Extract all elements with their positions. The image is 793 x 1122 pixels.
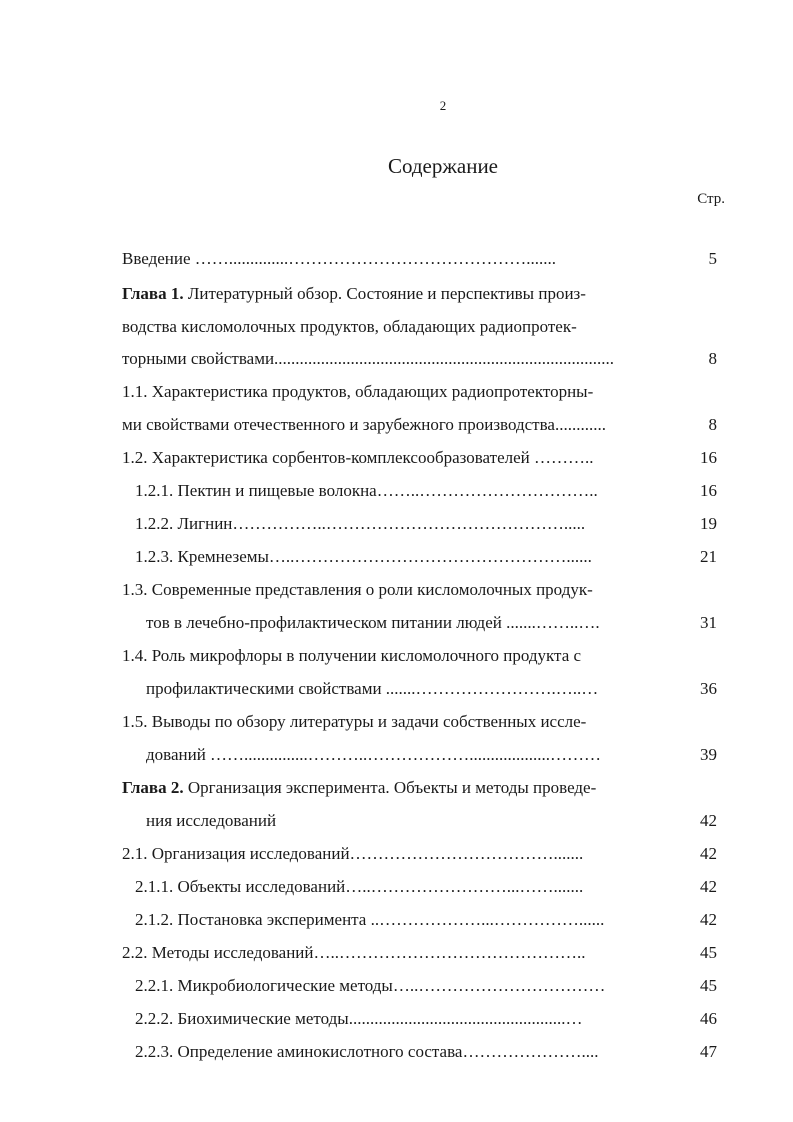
toc-entry-continuation: тов в лечебно-профилактическом питании людей .......……..…. xyxy=(146,613,600,632)
toc-page-number: 42 xyxy=(700,844,717,863)
toc-page-number: 36 xyxy=(700,679,717,698)
toc-entry-2-2-2: 2.2.2. Биохимические методы...................................................… xyxy=(135,1009,583,1028)
toc-page-number: 42 xyxy=(700,877,717,896)
toc-entry-introduction: Введение ……..............……………………………………....... xyxy=(122,249,557,268)
toc-entry-text: Организация эксперимента. Объекты и методы проведе- xyxy=(183,778,597,797)
chapter-label: Глава 2. xyxy=(122,778,184,797)
toc-entry-1-3: 1.3. Современные представления о роли кисломолочных продук- xyxy=(122,580,593,599)
toc-page-number: 5 xyxy=(708,249,717,268)
page-column-label: Стр. xyxy=(697,191,725,207)
toc-entry-1-2: 1.2. Характеристика сорбентов-комплексообразователей ……….. xyxy=(122,448,594,467)
toc-page-number: 16 xyxy=(700,481,717,500)
toc-entry-continuation: дований ……...............………..………………...................……… xyxy=(146,745,602,764)
toc-page-number: 42 xyxy=(700,811,717,830)
toc-entry-text: Литературный обзор. Состояние и перспективы произ- xyxy=(183,284,586,303)
toc-page-number: 46 xyxy=(700,1009,717,1028)
toc-page-number: 42 xyxy=(700,910,717,929)
toc-entry-chapter-2 xyxy=(122,778,596,798)
page-title: Содержание xyxy=(387,154,499,178)
toc-page-number: 19 xyxy=(700,514,717,533)
toc-page-number: 21 xyxy=(700,547,717,566)
toc-entry-continuation: ния исследований xyxy=(146,811,277,830)
toc-page-number: 45 xyxy=(700,943,717,962)
toc-entry-2-2-3: 2.2.3. Определение аминокислотного состава………………….... xyxy=(135,1042,599,1061)
page-number: 2 xyxy=(439,98,447,113)
toc-entry-2-2-1: 2.2.1. Микробиологические методы…..…………………………… xyxy=(135,976,606,995)
toc-entry-1-1: 1.1. Характеристика продуктов, обладающих радиопротекторны- xyxy=(122,382,594,401)
toc-page-number: 31 xyxy=(700,613,717,632)
toc-entry-chapter-1 xyxy=(122,284,586,304)
toc-entry-2-2: 2.2. Методы исследований…..…………………………………….. xyxy=(122,943,586,962)
toc-entry-1-4: 1.4. Роль микрофлоры в получении кисломолочного продукта с xyxy=(122,646,582,665)
toc-entry-continuation: профилактическими свойствами .......…………………….…..… xyxy=(146,679,599,698)
toc-entry-continuation: ми свойствами отечественного и зарубежного производства............ xyxy=(122,415,606,434)
toc-page-number: 39 xyxy=(700,745,717,764)
toc-entry-1-2-2: 1.2.2. Лигнин……………..……………………………………..... xyxy=(135,514,586,533)
toc-entry-1-5: 1.5. Выводы по обзору литературы и задачи собственных иссле- xyxy=(122,712,587,731)
toc-page-number: 8 xyxy=(708,349,717,368)
toc-page-number: 47 xyxy=(700,1042,717,1061)
toc-page-number: 8 xyxy=(708,415,717,434)
toc-entry-2-1-2: 2.1.2. Постановка эксперимента ..………………...……………...... xyxy=(135,910,605,929)
toc-entry-continuation: водства кисломолочных продуктов, обладающих радиопротек- xyxy=(122,317,577,336)
chapter-label: Глава 1. xyxy=(122,284,184,303)
toc-entry-2-1-1: 2.1.1. Объекты исследований…..……………………...……....... xyxy=(135,877,584,896)
toc-entry-1-2-3: 1.2.3. Кремнеземы…..…………………………………………...... xyxy=(135,547,592,566)
toc-entry-2-1: 2.1. Организация исследований………………………………....... xyxy=(122,844,584,863)
toc-page-number: 45 xyxy=(700,976,717,995)
toc-page-number: 16 xyxy=(700,448,717,467)
toc-entry-1-2-1: 1.2.1. Пектин и пищевые волокна……..………………………….. xyxy=(135,481,598,500)
toc-entry-continuation: торными свойствами................................................................................ xyxy=(122,349,615,368)
